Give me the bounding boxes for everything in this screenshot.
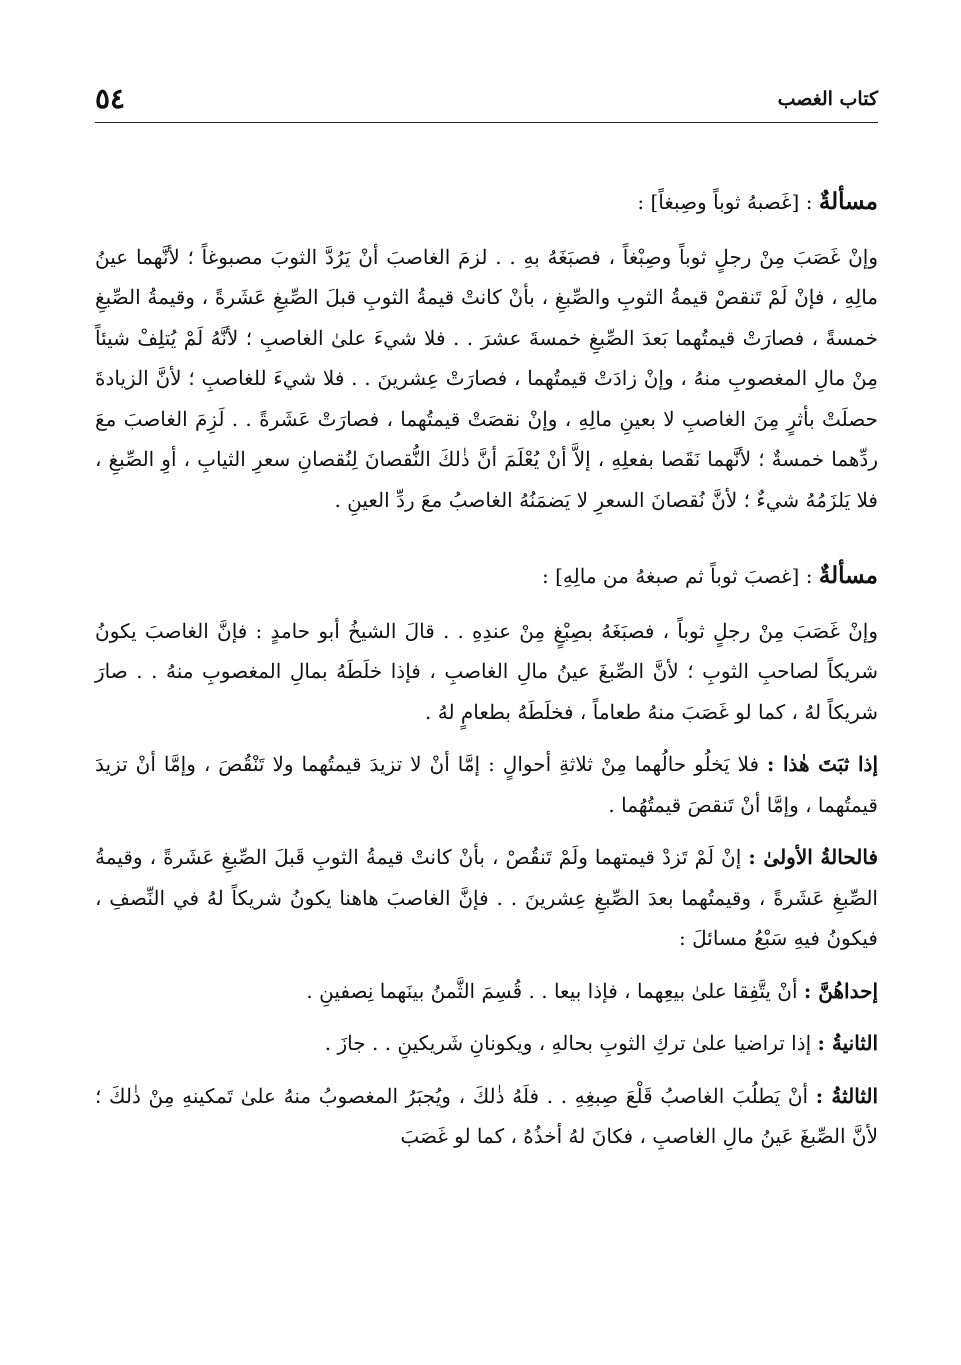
page-body [95,182,878,1157]
heading-label: مسألةٌ [818,188,878,215]
paragraph-text: فلا يَخلُو حالُهما مِنْ ثلاثةِ أحوالٍ : إمَّا أنْ لا تزيدَ قيمتُهما ولا تَنْقُصَ ، وإمَّا أنْ تزيدَ قيمتُهما ، وإمَّا أنْ تَنقصَ قيمتُهُما . [95,752,878,817]
paragraph [95,837,878,959]
item-label: الثالثةُ : [815,1083,879,1108]
running-title: كتاب الغصب [777,88,878,110]
paragraph-lead: إذا ثبَتَ هٰذا : [767,752,879,776]
page-header [95,82,878,123]
list-item [95,1076,878,1157]
section-spacer [95,520,878,556]
page-number: ٥٤ [95,82,126,115]
paragraph-text: إنْ لَمْ تَزدْ قيمتهما ولَمْ تَنقُصْ ، بأنْ كانتْ قيمةُ الثوبِ قَبلَ الصِّبغِ عَشَرةً ، وقيمةُ الصِّبغِ عَشَرةً ، وقيمتُهما بعدَ الصِّبغِ عِشرينَ . . فإنَّ الغاصبَ هاهنا يكونُ شريكاً لهُ في النِّصفِ ، فيكونُ فيهِ سَبْعُ مسائلَ : [95,845,878,950]
heading-text: : [غصبَ ثوباً ثم صبغهُ من مالِهِ] : [542,564,813,588]
item-label: إحداهُنَّ : [803,978,878,1003]
paragraph-lead: فالحالةُ الأولىٰ : [748,845,879,869]
section-heading [95,556,878,597]
item-text: أنْ يتَّفِقا علىٰ بيعِهما ، فإذا بيعا . . قُسِمَ الثَّمنُ بينَهما نِصفينِ . [306,978,798,1003]
item-text: إذا تراضيا علىٰ تركِ الثوبِ بحالهِ ، ويكونانِ شَريكينِ . . جازَ . [324,1031,812,1055]
list-item [95,1023,878,1064]
item-text: أنْ يَطلُبَ الغاصبُ قَلْعَ صِبغِهِ . . فلَهُ ذٰلكَ ، ويُجبَرُ المغصوبُ منهُ علىٰ تَمكينهِ مِنْ ذٰلكَ ؛ لأنَّ الصِّبغَ عَينُ مالِ الغاصبِ ، فكانَ لهُ أخذُهُ ، كما لو غَصَبَ [95,1083,878,1148]
list-item [95,971,878,1012]
heading-text: : [غَصبهُ ثوباً وصِبغاً] : [637,190,813,214]
item-label: الثانيةُ : [817,1031,878,1055]
heading-label: مسألةٌ [818,562,878,589]
section-heading [95,182,878,223]
paragraph: وإنْ غَصَبَ مِنْ رجلٍ ثوباً ، فصبَغَهُ بصِبْغٍ مِنْ عندِهِ . . قالَ الشيخُ أبو حامدٍ : فإنَّ الغاصبَ يكونُ شريكاً لصاحبِ الثوبِ ؛ لأنَّ الصِّبغَ عينُ مالِ الغاصبِ ، فإذا خلَطَهُ بمالِ المغصوبِ منهُ . . صارَ شريكاً لهُ ، كما لو غَصَبَ منهُ طعاماً ، فخلَطَهُ بطعامٍ لهُ . [95,618,878,724]
paragraph [95,744,878,825]
paragraph: وإنْ غَصَبَ مِنْ رجلٍ ثوباً وصِبْغاً ، فصبَغَهُ بهِ . . لزمَ الغاصبَ أنْ يَرُدَّ الثوبَ مصبوغاً ؛ لأنَّهما عينُ مالِهِ ، فإنْ لَمْ تَنقصْ قيمةُ الثوبِ والصِّبغِ ، بأنْ كانتْ قيمةُ الثوبِ قبلَ الصِّبغِ عَشَرةً ، وقيمةُ الصِّبغِ خمسةً ، فصارَتْ قيمتُهما بَعدَ الصِّبغِ خمسةَ عشرَ . . فلا شيءَ علىٰ الغاصبِ ؛ لأنَّهُ لَمْ يُتلِفْ شيئاً مِنْ مالِ المغصوبِ منهُ ، وإنْ زادَتْ قيمتُهما ، فصارَتْ عِشرينَ . . فلا شيءَ للغاصبِ ؛ لأنَّ الزيادةَ حصلَتْ بأثرٍ مِنَ الغاصبِ لا بعينِ مالِهِ ، وإنْ نقصَتْ قيمتُهما ، فصارَتْ عَشَرةً . . لَزِمَ الغاصبَ معَ ردِّهما خمسةٌ ؛ لأنَّهما نَقَصا بفعلِهِ ، إلاَّ أنْ يُعْلَمَ أنَّ ذٰلكَ النُّقصانَ لِنُقصانِ سعرِ الثيابِ ، أوِ الصِّبغِ ، فلا يَلزَمُهُ شيءٌ ؛ لأنَّ نُقصانَ السعرِ لا يَضمَنُهُ الغاصبُ معَ ردِّ العينِ . [95,244,879,512]
